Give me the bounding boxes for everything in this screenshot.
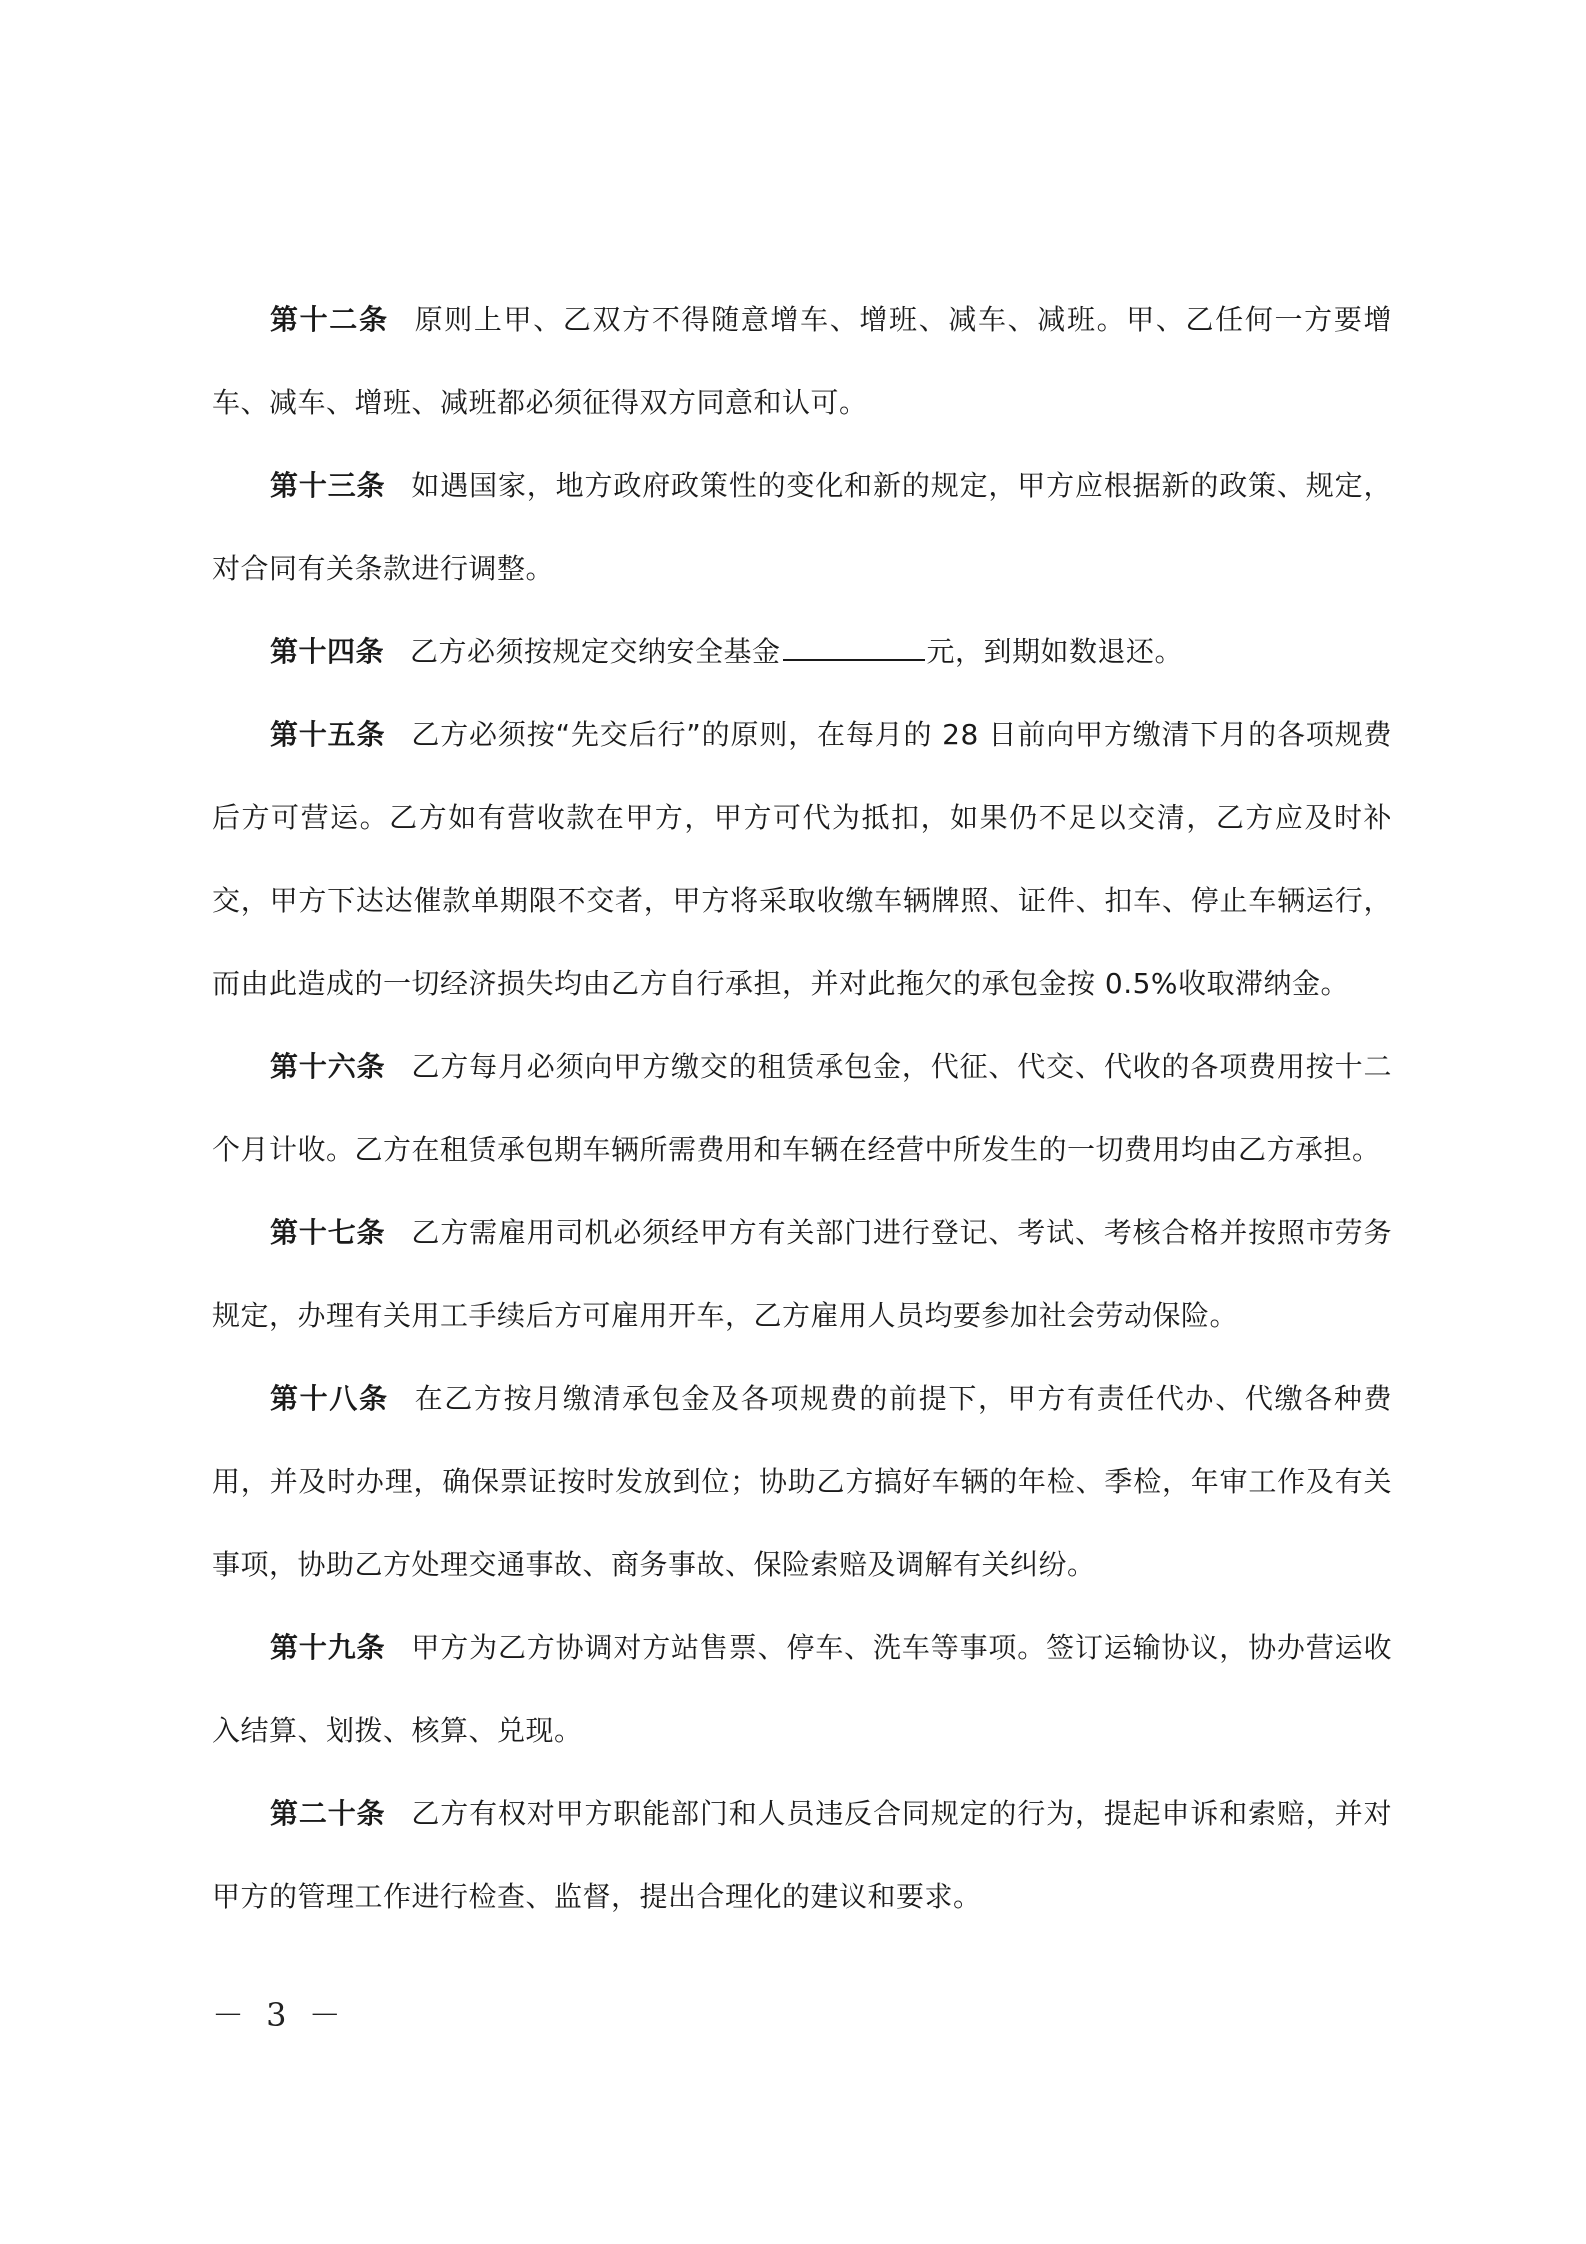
fill-in-blank [783, 635, 925, 661]
article-text: 乙方必须按“先交后行”的原则，在每月的 28 日前向甲方缴清下月的各项规费后方可营运。乙方如有营收款在甲方，甲方可代为抵扣，如果仍不足以交清，乙方应及时补交，甲方下达达催款单期限不交者，甲方将采取收缴车辆牌照、证件、扣车、停止车辆运行，而由此造成的一切经济损失均由乙方自行承担，并对此拖欠的承包金按 0.5%收取滞纳金。 [212, 718, 1392, 1000]
article-13 [212, 444, 1392, 610]
article-number: 第十六条 [270, 1050, 386, 1083]
article-12 [212, 278, 1392, 444]
article-text: 甲方为乙方协调对方站售票、停车、洗车等事项。签订运输协议，协办营运收入结算、划拨、核算、兑现。 [212, 1631, 1392, 1747]
article-17 [212, 1191, 1392, 1357]
article-text: 乙方每月必须向甲方缴交的租赁承包金，代征、代交、代收的各项费用按十二个月计收。乙方在租赁承包期车辆所需费用和车辆在经营中所发生的一切费用均由乙方承担。 [212, 1050, 1392, 1166]
article-number: 第十九条 [270, 1631, 386, 1664]
article-18 [212, 1357, 1392, 1606]
article-14 [212, 610, 1392, 693]
article-number: 第十二条 [270, 303, 389, 336]
article-text: 乙方有权对甲方职能部门和人员违反合同规定的行为，提起申诉和索赔，并对甲方的管理工作进行检查、监督，提出合理化的建议和要求。 [212, 1797, 1392, 1913]
article-text-tail: 元，到期如数退还。 [926, 635, 1184, 668]
article-text: 原则上甲、乙双方不得随意增车、增班、减车、减班。甲、乙任何一方要增车、减车、增班、减班都必须征得双方同意和认可。 [212, 303, 1392, 419]
article-19 [212, 1606, 1392, 1772]
article-16 [212, 1025, 1392, 1191]
article-text: 如遇国家，地方政府政策性的变化和新的规定，甲方应根据新的政策、规定，对合同有关条款进行调整。 [212, 469, 1392, 585]
article-number: 第十三条 [270, 469, 386, 502]
article-number: 第十七条 [270, 1216, 386, 1249]
article-number: 第二十条 [270, 1797, 386, 1830]
article-15 [212, 693, 1392, 1025]
article-text: 乙方需雇用司机必须经甲方有关部门进行登记、考试、考核合格并按照市劳务规定，办理有关用工手续后方可雇用开车，乙方雇用人员均要参加社会劳动保险。 [212, 1216, 1392, 1332]
article-number: 第十五条 [270, 718, 386, 751]
article-text: 乙方必须按规定交纳安全基金 [410, 635, 781, 668]
page-number: － 3 － [212, 1996, 347, 2034]
article-number: 第十八条 [270, 1382, 389, 1415]
article-number: 第十四条 [270, 635, 385, 668]
document-body [212, 278, 1392, 1938]
article-text: 在乙方按月缴清承包金及各项规费的前提下，甲方有责任代办、代缴各种费用，并及时办理，确保票证按时发放到位；协助乙方搞好车辆的年检、季检，年审工作及有关事项，协助乙方处理交通事故、商务事故、保险索赔及调解有关纠纷。 [212, 1382, 1392, 1581]
article-20 [212, 1772, 1392, 1938]
